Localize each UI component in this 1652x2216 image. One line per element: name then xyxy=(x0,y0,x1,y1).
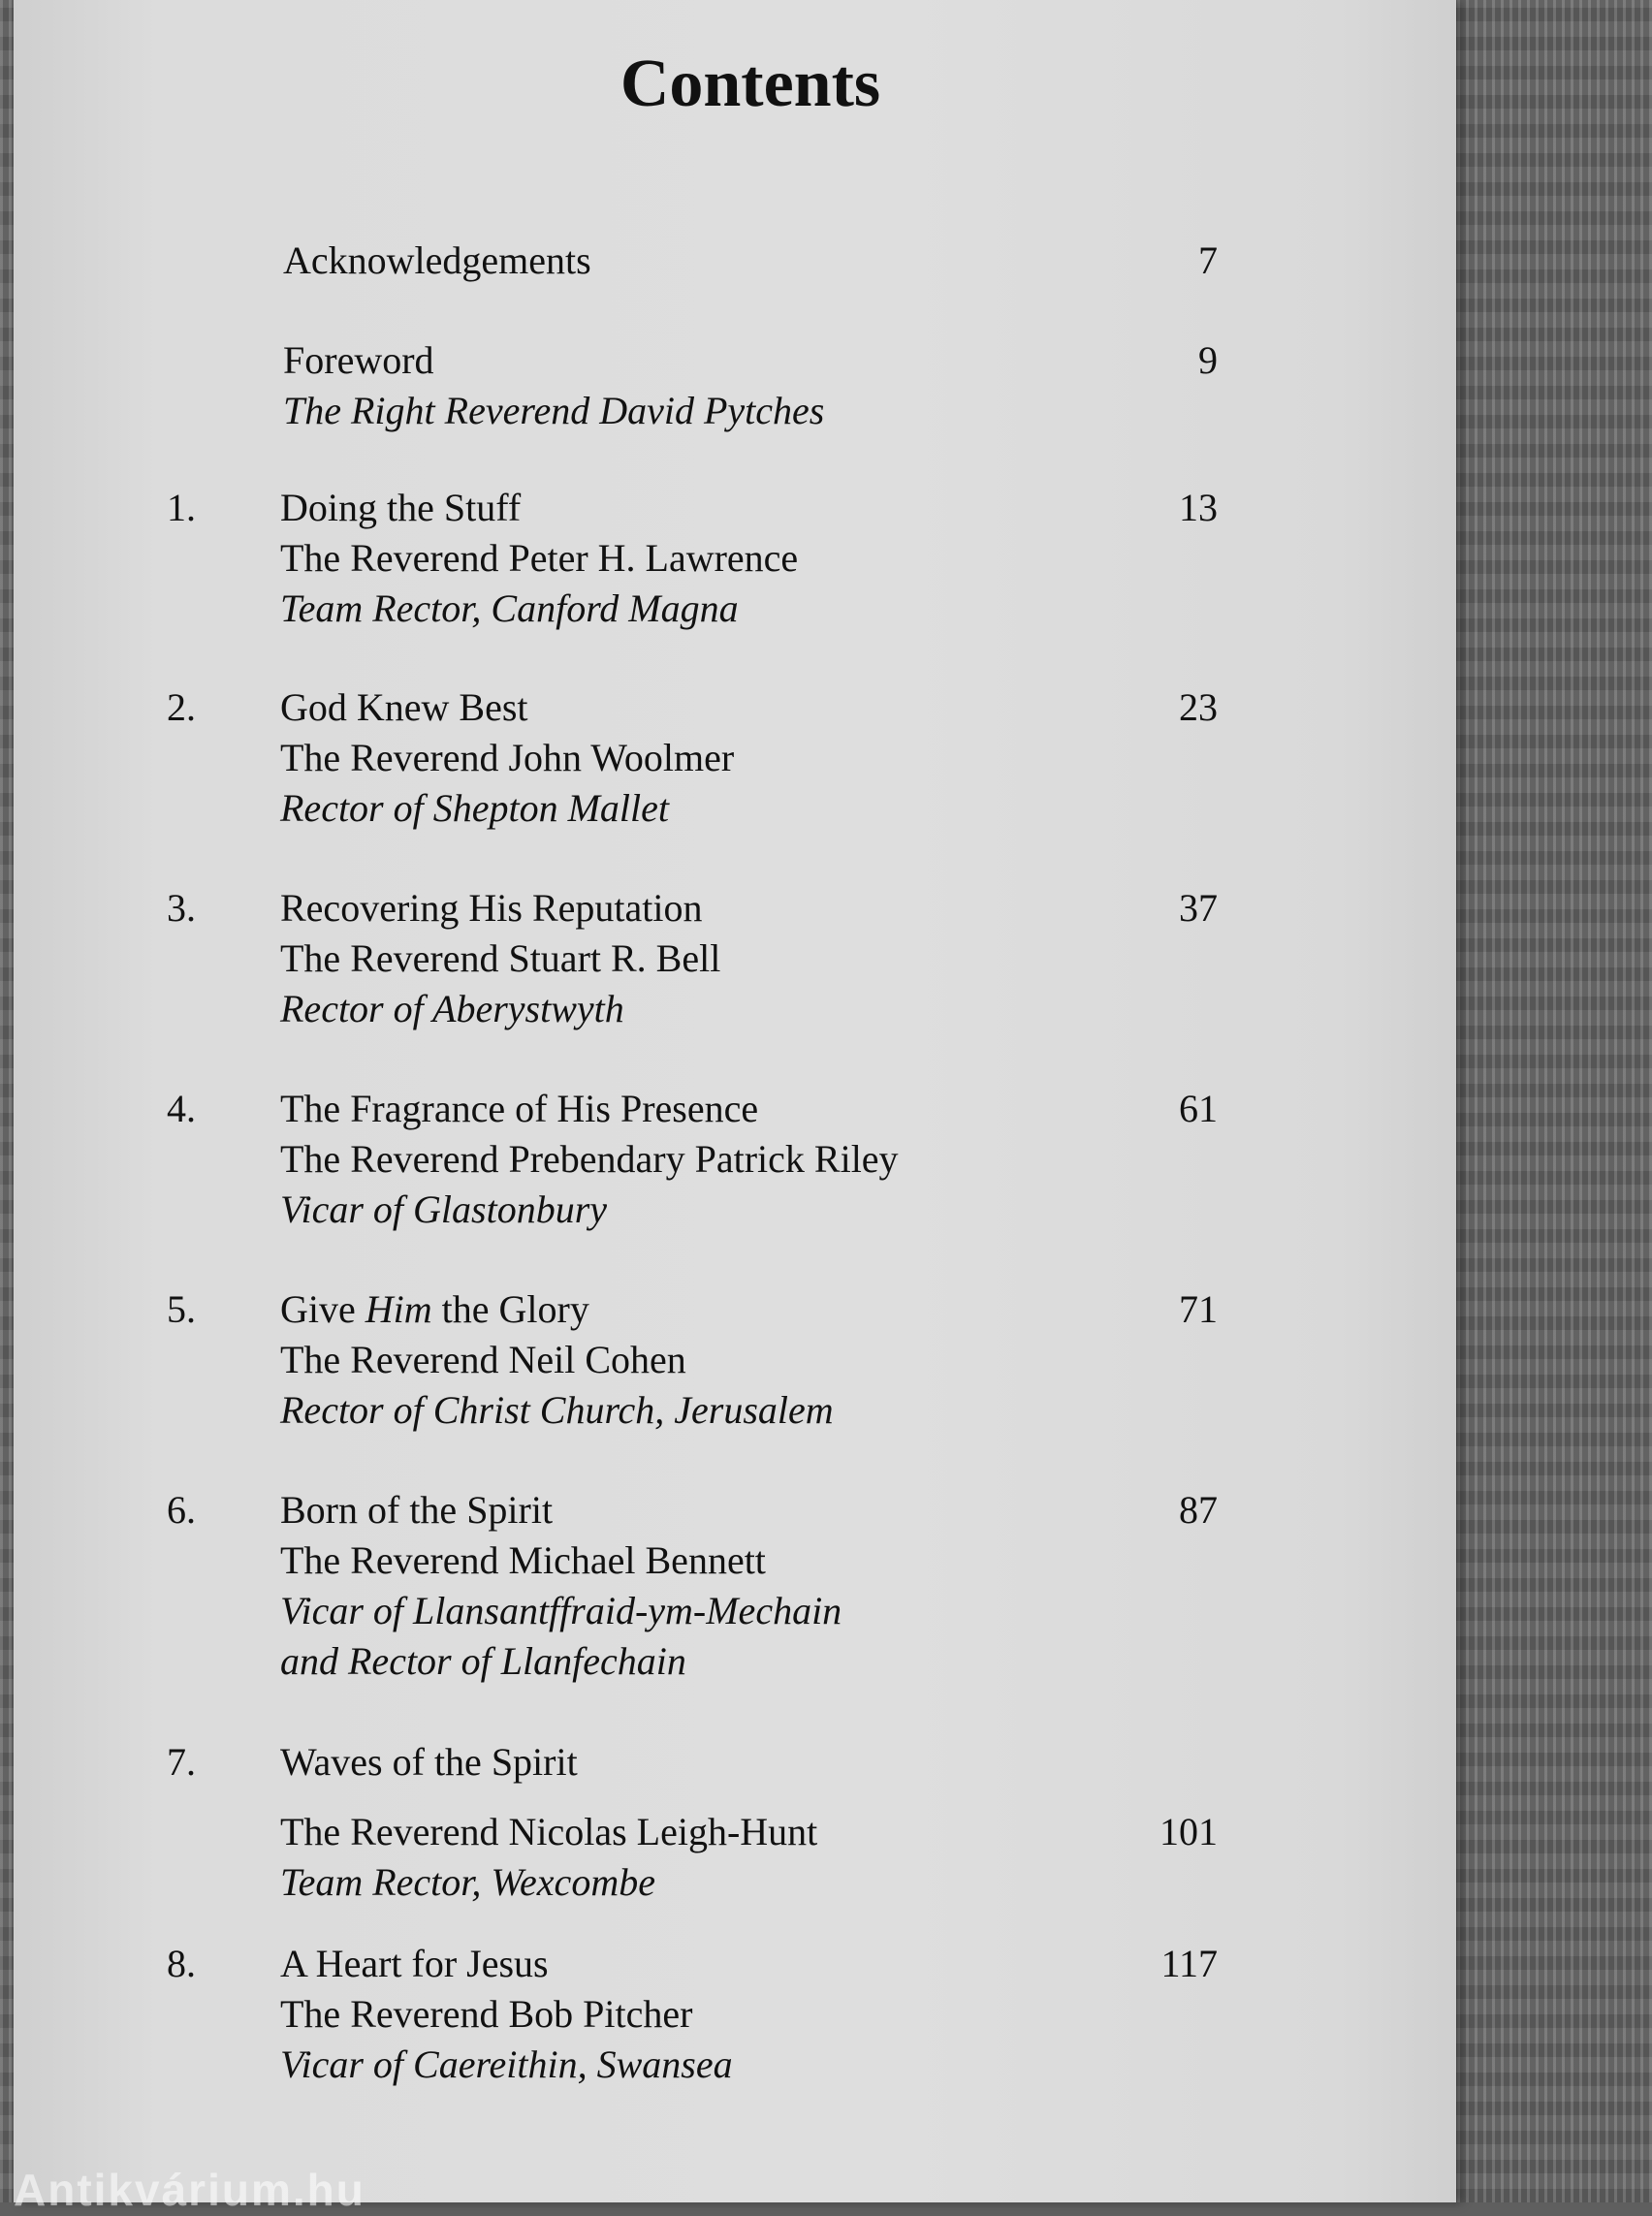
entry-title-emphasis: Him xyxy=(365,1287,432,1331)
page-number: 87 xyxy=(1179,1488,1218,1532)
entry-author: The Right Reverend David Pytches xyxy=(283,389,825,432)
entry-role: Vicar of Llansantffraid-ym-Mechain xyxy=(280,1589,842,1632)
entry-title: Acknowledgements xyxy=(283,238,591,282)
entry-author: The Reverend Stuart R. Bell xyxy=(280,936,721,980)
entry-role-continued: and Rector of Llanfechain xyxy=(280,1639,686,1683)
entry-title: The Fragrance of His Presence xyxy=(280,1087,759,1130)
entry-lines xyxy=(280,1939,733,2090)
entry-lines xyxy=(280,1084,899,1235)
entry-title-part: Give xyxy=(280,1287,365,1331)
chapter-number: 4. xyxy=(167,1087,196,1130)
entry-author: The Reverend Nicolas Leigh-Hunt xyxy=(280,1810,818,1853)
entry-lines xyxy=(280,1485,842,1687)
entry-role: Rector of Shepton Mallet xyxy=(280,786,670,830)
entry-title: Foreword xyxy=(283,338,434,382)
entry-title: God Knew Best xyxy=(280,685,528,729)
entry-author: The Reverend John Woolmer xyxy=(280,736,735,779)
entry-role: Vicar of Glastonbury xyxy=(280,1187,608,1231)
page-title: Contents xyxy=(620,47,881,121)
entry-author: The Reverend Michael Bennett xyxy=(280,1538,766,1582)
entry-title xyxy=(280,1284,834,1335)
chapter-number: 1. xyxy=(167,486,196,529)
entry-title-part: the Glory xyxy=(431,1287,589,1331)
entry-role: Team Rector, Wexcombe xyxy=(280,1860,655,1904)
chapter-number: 7. xyxy=(167,1740,196,1784)
page-number: 101 xyxy=(1160,1810,1218,1853)
page-number: 37 xyxy=(1179,886,1218,930)
entry-lines xyxy=(280,1737,817,1908)
entry-role: Team Rector, Canford Magna xyxy=(280,586,739,630)
entry-title: Born of the Spirit xyxy=(280,1488,554,1532)
page-number: 61 xyxy=(1179,1087,1218,1130)
entry-author: The Reverend Prebendary Patrick Riley xyxy=(280,1137,899,1181)
entry-lines xyxy=(280,483,798,634)
entry-lines xyxy=(283,335,824,436)
entry-lines xyxy=(280,682,734,834)
book-page xyxy=(14,0,1456,2215)
entry-author: The Reverend Bob Pitcher xyxy=(280,1992,693,2036)
watermark: Antikvárium.hu xyxy=(14,2165,365,2215)
chapter-number: 6. xyxy=(167,1488,196,1532)
entry-role: Vicar of Caereithin, Swansea xyxy=(280,2042,733,2086)
chapter-number: 8. xyxy=(167,1942,196,1985)
entry-author: The Reverend Neil Cohen xyxy=(280,1338,686,1381)
page-number: 13 xyxy=(1179,486,1218,529)
entry-role: Rector of Aberystwyth xyxy=(280,987,624,1030)
entry-author: The Reverend Peter H. Lawrence xyxy=(280,536,799,580)
entry-lines xyxy=(280,883,720,1034)
chapter-number: 5. xyxy=(167,1287,196,1331)
entry-title: A Heart for Jesus xyxy=(280,1942,549,1985)
entry-title: Doing the Stuff xyxy=(280,486,522,529)
chapter-number: 3. xyxy=(167,886,196,930)
entry-lines xyxy=(280,1284,834,1436)
page-number: 117 xyxy=(1160,1942,1218,1985)
entry-role: Rector of Christ Church, Jerusalem xyxy=(280,1388,834,1432)
chapter-number: 2. xyxy=(167,685,196,729)
page-number: 7 xyxy=(1198,238,1218,282)
entry-title: Recovering His Reputation xyxy=(280,886,703,930)
page-number: 9 xyxy=(1198,338,1218,382)
entry-lines xyxy=(283,236,591,286)
page-number: 71 xyxy=(1179,1287,1218,1331)
page-number: 23 xyxy=(1179,685,1218,729)
entry-title: Waves of the Spirit xyxy=(280,1740,578,1784)
